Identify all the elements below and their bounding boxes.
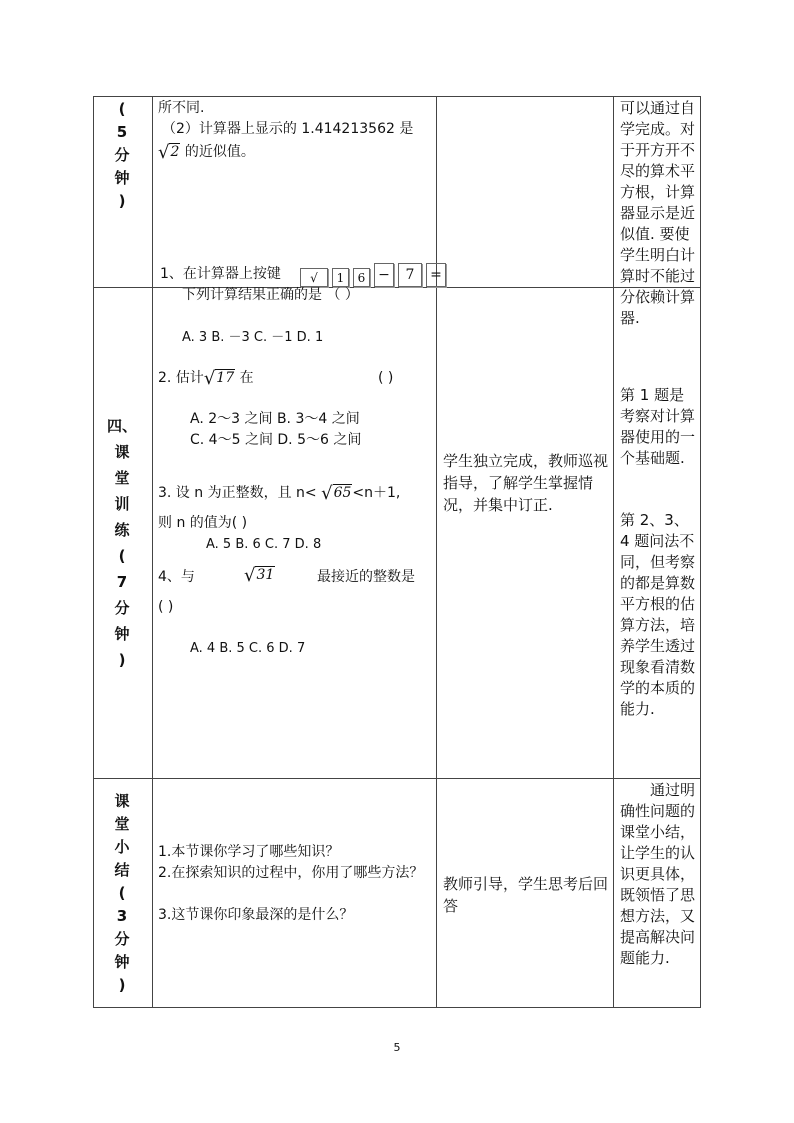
train-q2-options-2: C. 4～5 之间 D. 5～6 之间 xyxy=(190,432,362,448)
summary-note: 通过明确性问题的课堂小结，让学生的认识更具体，既领悟了思想方法，又提高解决问题能力. xyxy=(620,781,696,967)
summary-q2: 2.在探索知识的过程中，你用了哪些方法？ xyxy=(158,865,424,881)
train-q4-options: A. 4 B. 5 C. 6 D. 7 xyxy=(190,641,306,656)
train-q2-paren: ( ) xyxy=(378,370,394,386)
page-number: 5 xyxy=(393,1041,401,1054)
top-line-3: √2 的近似值。 xyxy=(158,142,255,163)
summary-teacher-activity: 教师引导，学生思考后回答 xyxy=(443,875,609,915)
key-sqrt: √ xyxy=(300,268,328,287)
sqrt-65: √65 xyxy=(321,483,352,504)
key-minus: − xyxy=(374,263,394,287)
calc-question-prefix: 1、在计算器上按键 xyxy=(160,266,281,282)
train-q4-suffix: 最接近的整数是 xyxy=(317,569,415,585)
train-note-top: 可以通过自学完成。对于开方开不尽的算术平方根，计算器显示是近似值. 要使学生明白计算时不能过分依赖计算器. xyxy=(620,99,696,327)
train-q4-sqrt xyxy=(244,565,275,586)
train-q3-line2: 则 n 的值为( ) xyxy=(158,515,248,531)
key-7: 7 xyxy=(398,263,422,287)
train-q2-options-1: A. 2～3 之间 B. 3～4 之间 xyxy=(190,411,360,427)
table-border-bottom xyxy=(93,1007,701,1008)
summary-q3: 3.这节课你印象最深的是什么？ xyxy=(158,907,354,923)
section-train-label: 四、 课 堂 训 练 ( 7 分 钟 ) xyxy=(106,417,137,669)
section-summary-label: 课 堂 小 结 ( 3 分 钟 ) xyxy=(114,792,130,994)
table-border-top xyxy=(93,96,701,97)
train-q1-line: 下列计算结果正确的是 （ ） xyxy=(182,287,359,303)
top-line-1: 所不同. xyxy=(158,100,205,116)
sqrt-31: √31 xyxy=(244,565,275,586)
train-q4-prefix: 4、与 xyxy=(158,569,195,585)
key-6: 6 xyxy=(353,268,370,287)
train-note-bottom: 第 2、3、4 题问法不同，但考察的都是算数平方根的估算方法，培养学生透过现象看清数学的本质的能力. xyxy=(620,511,696,718)
col-line-0 xyxy=(93,96,94,1008)
col-line-1 xyxy=(152,96,153,1008)
train-q1-options: A. 3 B. －3 C. －1 D. 1 xyxy=(182,330,324,345)
summary-q1: 1.本节课你学习了哪些知识？ xyxy=(158,844,340,860)
sqrt-17: √17 xyxy=(203,368,235,389)
train-q2: 2. 估计√17 在 xyxy=(158,368,254,389)
train-note-mid: 第 1 题是考察对计算器使用的一个基础题. xyxy=(620,386,696,467)
row-divider-2 xyxy=(93,778,701,779)
col-line-2 xyxy=(436,96,437,1008)
train-teacher-activity: 学生独立完成，教师巡视指导，了解学生掌握情况，并集中订正. xyxy=(443,452,609,514)
col-line-3 xyxy=(613,96,614,1008)
col-line-4 xyxy=(700,96,701,1008)
sqrt-2: √2 xyxy=(158,142,180,163)
train-q4-paren: ( ) xyxy=(158,599,174,615)
train-q3-options: A. 5 B. 6 C. 7 D. 8 xyxy=(206,537,322,552)
key-1: 1 xyxy=(332,268,349,287)
section-top-label: ( 5 分 钟 ) xyxy=(114,100,130,210)
train-q3: 3. 设 n 为正整数，且 n< √65<n＋1, xyxy=(158,483,401,504)
top-line-2: （2）计算器上显示的 1.414213562 是 xyxy=(162,121,414,137)
key-equals: = xyxy=(426,263,446,287)
calculator-keys xyxy=(300,263,446,287)
